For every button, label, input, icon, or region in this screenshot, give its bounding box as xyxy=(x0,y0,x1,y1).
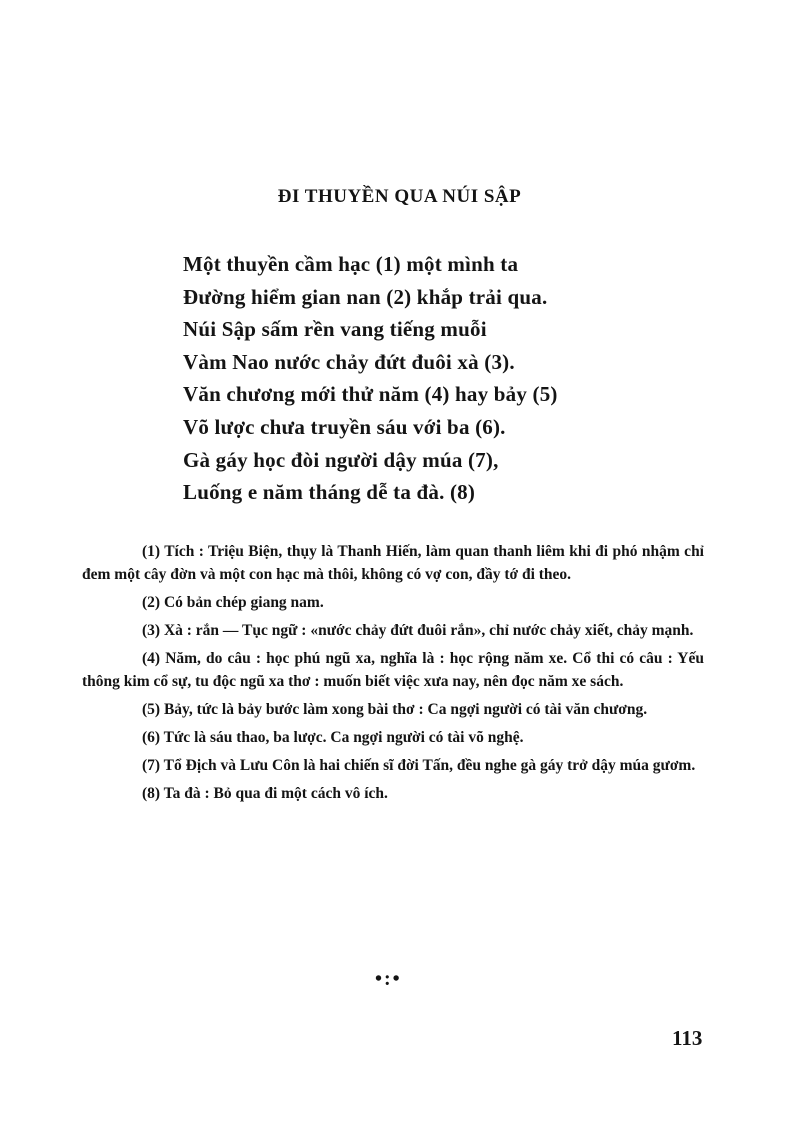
footnote: (4) Năm, do câu : học phú ngũ xa, nghĩa là : học rộng năm xe. Cổ thi có câu : Yếu thông kim cổ sự, tu độc ngũ xa thơ : muốn biết việc xưa nay, nên đọc năm xe sách. xyxy=(82,650,704,690)
footnote: (7) Tổ Địch và Lưu Côn là hai chiến sĩ đời Tấn, đều nghe gà gáy trở dậy múa gươm. xyxy=(142,757,696,774)
footnote: (1) Tích : Triệu Biện, thụy là Thanh Hiến, làm quan thanh liêm khi đi phó nhậm chỉ đem một cây đờn và một con hạc mà thôi, không có vợ con, đầy tớ đi theo. xyxy=(82,543,704,583)
poem-line: Núi Sập sấm rền vang tiếng muỗi xyxy=(183,317,487,342)
poem-line: Võ lược chưa truyền sáu với ba (6). xyxy=(183,414,506,439)
footnote: (8) Ta đà : Bỏ qua đi một cách vô ích. xyxy=(142,785,388,802)
poem-line: Đường hiểm gian nan (2) khắp trải qua. xyxy=(183,284,548,309)
footnote: (3) Xà : rắn — Tục ngữ : «nước chảy đứt đuôi rắn», chỉ nước chảy xiết, chảy mạnh. xyxy=(142,622,694,639)
footnote: (2) Có bản chép giang nam. xyxy=(142,594,324,611)
poem-line: Một thuyền cầm hạc (1) một mình ta xyxy=(183,252,519,276)
poem-body xyxy=(183,248,558,509)
footnote: (6) Tức là sáu thao, ba lược. Ca ngợi người có tài võ nghệ. xyxy=(142,729,524,746)
page-number: 113 xyxy=(672,1026,703,1050)
poem-title: ĐI THUYỀN QUA NÚI SẬP xyxy=(277,186,522,207)
poem-line: Gà gáy học đòi người dậy múa (7), xyxy=(183,447,499,472)
footnote: (5) Bảy, tức là bảy bước làm xong bài thơ : Ca ngợi người có tài văn chương. xyxy=(142,701,648,718)
section-ornament: •:• xyxy=(375,968,402,990)
poem-line: Văn chương mới thử năm (4) hay bảy (5) xyxy=(183,382,558,407)
poem-line: Vàm Nao nước chảy đứt đuôi xà (3). xyxy=(183,349,515,374)
poem-line: Luống e năm tháng dễ ta đà. (8) xyxy=(183,480,476,505)
footnotes xyxy=(82,540,704,810)
